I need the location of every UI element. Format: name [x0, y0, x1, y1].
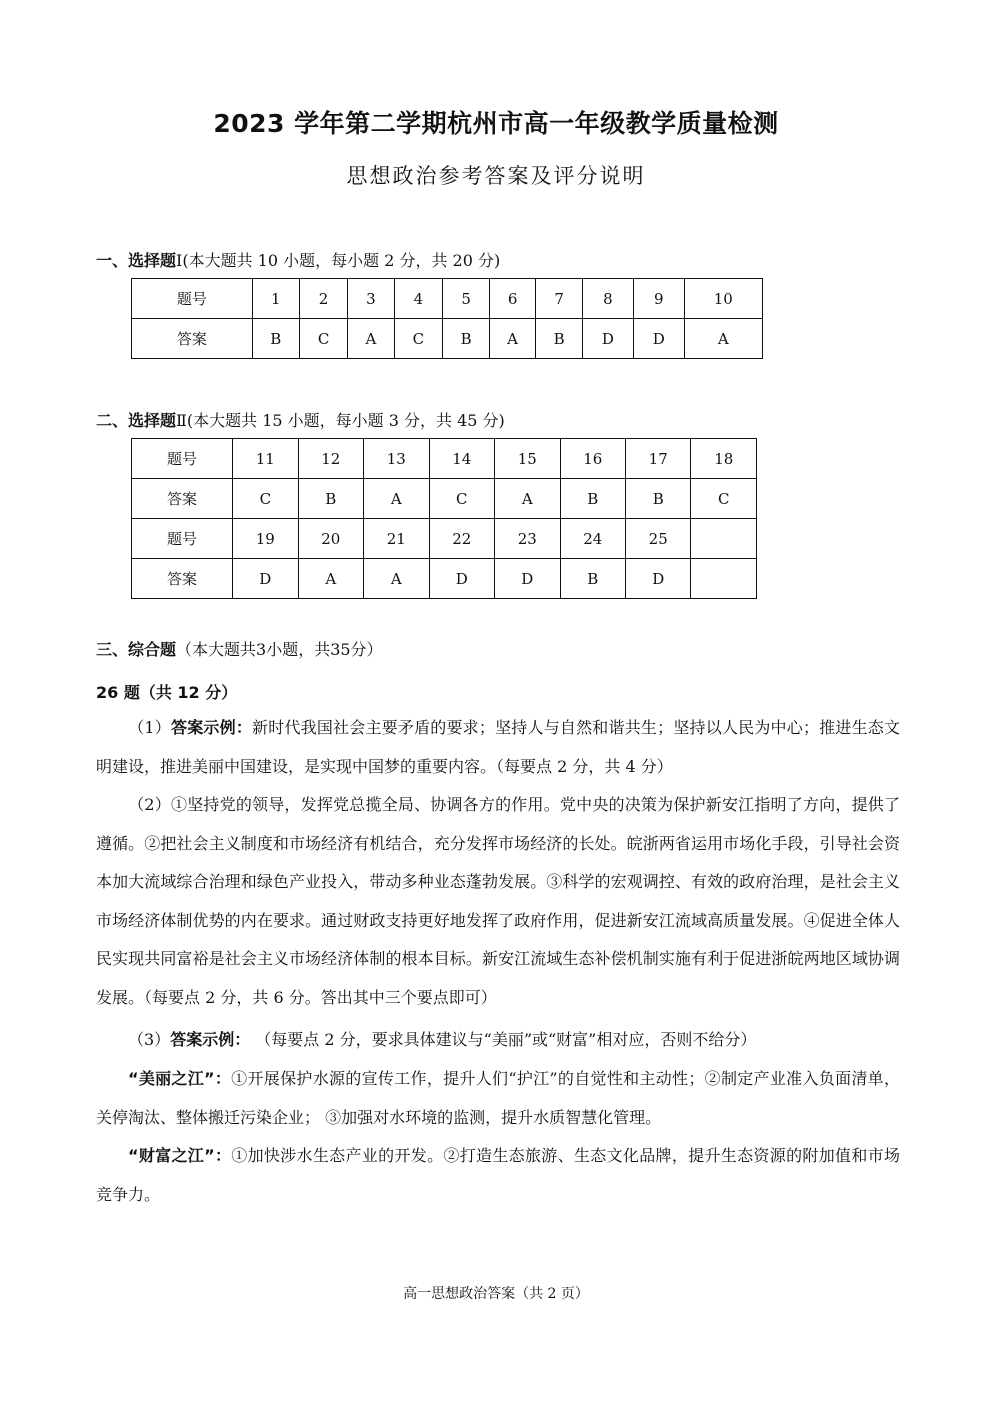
wealth-river-label: “财富之江”： — [128, 1146, 232, 1165]
table-cell: 12 — [298, 439, 363, 479]
section3-heading — [96, 637, 383, 660]
table-cell: 1 — [252, 279, 299, 319]
part2-text: （2）①坚持党的领导，发挥党总揽全局、协调各方的作用。党中央的决策为保护新安江指明了方向，提供了遵循。②把社会主义制度和市场经济有机结合，充分发挥市场经济的长处。皖浙两省运用市场化手段，引导社会资本加大流域综合治理和绿色产业投入，带动多种业态蓬勃发展。③科学的宏观调控、有效的政府治理，是社会主义市场经济体制优势的内在要求。通过财政支持更好地发挥了政府作用，促进新安江流域高质量发展。④促进全体人民实现共同富裕是社会主义市场经济体制的根本目标。新安江流域生态补偿机制实施有利于促进浙皖两地区域协调发展。（每要点 2 分，共 6 分。答出其中三个要点即可） — [96, 795, 900, 1007]
table-row — [132, 319, 763, 359]
table-row — [132, 479, 757, 519]
table-cell: 6 — [490, 279, 536, 319]
table-cell — [691, 559, 757, 599]
part3-number: （3） — [128, 1030, 171, 1049]
table-cell: 7 — [536, 279, 583, 319]
section2-desc: Ⅱ(本大题共 15 小题，每小题 3 分，共 45 分) — [176, 411, 505, 430]
table-cell: 25 — [625, 519, 690, 559]
table-row — [132, 439, 757, 479]
section1-label: 一、选择题 — [96, 251, 177, 270]
table-cell: D — [495, 559, 560, 599]
table-cell: 16 — [560, 439, 625, 479]
table-cell: A — [364, 479, 429, 519]
section2-label: 二、选择题 — [96, 411, 177, 430]
table-cell: D — [633, 319, 684, 359]
table-cell: 14 — [429, 439, 494, 479]
table-cell: B — [560, 559, 625, 599]
section3-desc: （本大题共3小题，共35分） — [176, 640, 383, 659]
table-cell: D — [233, 559, 298, 599]
wealth-river-text: ①加快涉水生态产业的开发。②打造生态旅游、生态文化品牌，提升生态资源的附加值和市场竞争力。 — [96, 1146, 900, 1204]
section3-label: 三、综合题 — [96, 640, 177, 659]
table-cell: C — [394, 319, 443, 359]
part1-text: 新时代我国社会主要矛盾的要求；坚持人与自然和谐共生；坚持以人民为中心；推进生态文明建设，推进美丽中国建设，是实现中国梦的重要内容。（每要点 2 分，共 4 分） — [96, 718, 900, 776]
table-cell: B — [536, 319, 583, 359]
part1-label: 答案示例： — [171, 718, 253, 737]
row-header: 题号 — [132, 279, 253, 319]
part3-text: （每要点 2 分，要求具体建议与“美丽”或“财富”相对应，否则不给分） — [250, 1030, 757, 1049]
section1-answer-table — [131, 278, 763, 359]
table-cell: 15 — [495, 439, 560, 479]
table-cell: B — [560, 479, 625, 519]
section2-heading — [96, 408, 505, 431]
q26-beautiful-river — [96, 1060, 900, 1137]
row-header: 答案 — [132, 479, 233, 519]
table-cell: A — [495, 479, 560, 519]
beautiful-river-label: “美丽之江”： — [128, 1069, 232, 1088]
page-subtitle: 思想政治参考答案及评分说明 — [346, 164, 646, 188]
table-cell: 2 — [299, 279, 348, 319]
table-cell: 10 — [684, 279, 762, 319]
table-cell: 11 — [233, 439, 298, 479]
table-cell: D — [625, 559, 690, 599]
table-cell: 17 — [625, 439, 690, 479]
table-cell: D — [583, 319, 634, 359]
table-cell: B — [298, 479, 363, 519]
row-header: 题号 — [132, 439, 233, 479]
table-cell: 19 — [233, 519, 298, 559]
page-title: 2023 学年第二学期杭州市高一年级教学质量检测 — [213, 109, 779, 138]
table-cell: B — [625, 479, 690, 519]
table-cell — [691, 519, 757, 559]
table-cell: 3 — [348, 279, 394, 319]
table-cell: C — [299, 319, 348, 359]
beautiful-river-text: ①开展保护水源的宣传工作，提升人们“护江”的自觉性和主动性；②制定产业准入负面清单，关停淘汰、整体搬迁污染企业； ③加强对水环境的监测，提升水质智慧化管理。 — [96, 1069, 900, 1127]
table-cell: D — [429, 559, 494, 599]
table-cell: B — [252, 319, 299, 359]
page-footer: 高一思想政治答案（共 2 页） — [403, 1286, 589, 1302]
table-cell: 23 — [495, 519, 560, 559]
table-cell: 4 — [394, 279, 443, 319]
table-cell: C — [691, 479, 757, 519]
part1-number: （1） — [128, 718, 171, 737]
part3-label: 答案示例： — [170, 1030, 251, 1049]
table-cell: C — [233, 479, 298, 519]
row-header: 答案 — [132, 559, 233, 599]
table-cell: 13 — [364, 439, 429, 479]
section1-heading — [96, 248, 500, 271]
table-cell: 22 — [429, 519, 494, 559]
table-cell: A — [490, 319, 536, 359]
section2-answer-table — [131, 438, 757, 599]
table-cell: B — [443, 319, 490, 359]
question26-heading: 26 题（共 12 分） — [96, 683, 238, 702]
table-cell: A — [298, 559, 363, 599]
q26-part2 — [96, 786, 900, 1017]
section1-desc: Ⅰ(本大题共 10 小题，每小题 2 分，共 20 分) — [176, 251, 501, 270]
table-row — [132, 279, 763, 319]
q26-wealth-river — [96, 1137, 900, 1214]
table-cell: 8 — [583, 279, 634, 319]
table-cell: C — [429, 479, 494, 519]
table-cell: 18 — [691, 439, 757, 479]
table-row — [132, 559, 757, 599]
table-cell: 21 — [364, 519, 429, 559]
q26-part1 — [96, 709, 900, 786]
table-cell: A — [684, 319, 762, 359]
table-cell: 20 — [298, 519, 363, 559]
table-cell: A — [348, 319, 394, 359]
row-header: 题号 — [132, 519, 233, 559]
table-cell: 24 — [560, 519, 625, 559]
table-row — [132, 519, 757, 559]
table-cell: 5 — [443, 279, 490, 319]
q26-part3 — [96, 1021, 900, 1060]
table-cell: 9 — [633, 279, 684, 319]
row-header: 答案 — [132, 319, 253, 359]
table-cell: A — [364, 559, 429, 599]
